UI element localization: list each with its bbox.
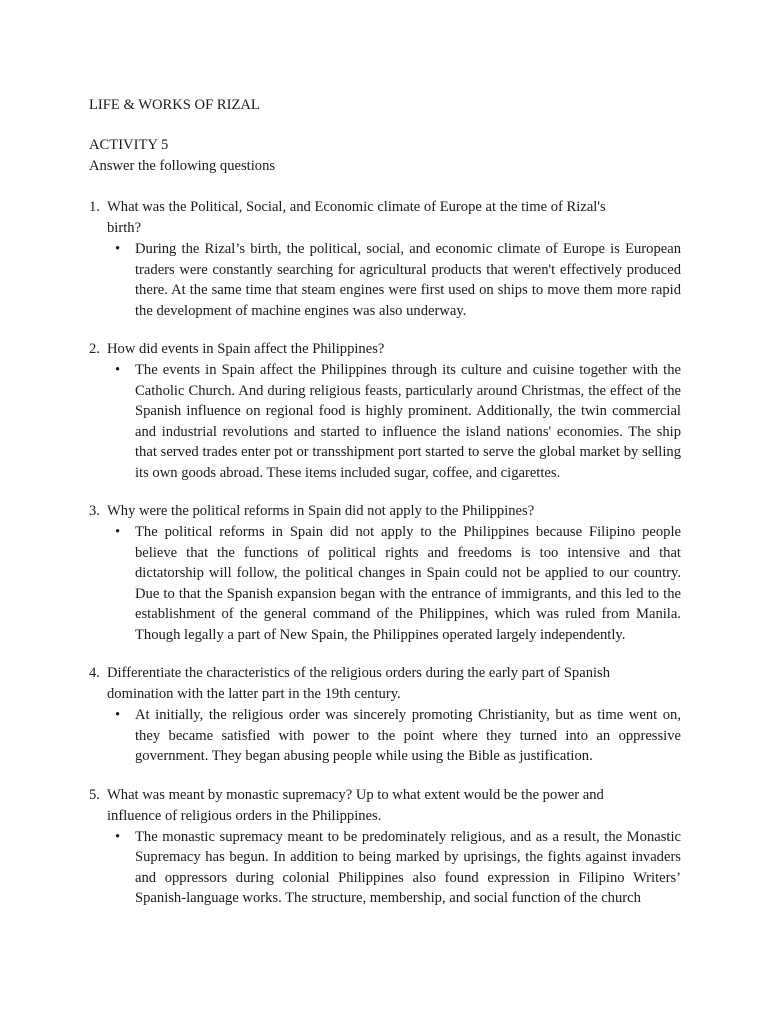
answer-item [107,705,681,767]
question-line [89,501,681,522]
question-text: Why were the political reforms in Spain did not apply to the Philippines? [107,503,535,519]
answer-text: At initially, the religious order was sincerely promoting Christianity, but as time went on, they became satisfied with power to the point where they turned into an oppressive government. They began abusing people while using the Bible as justification. [135,707,681,764]
bullet-icon: • [115,828,121,845]
question-item [89,197,681,321]
document-page [89,95,681,909]
bullet-icon: • [115,707,121,723]
question-item [89,339,681,483]
answer-text: The events in Spain affect the Philippines through its culture and cuisine together with the Catholic Church. And during religious feasts, particularly around Christmas, the effect of the Spanish influence on regional food is highly prominent. Additionally, the twin commercial and industrial revolutions and started to influence the island nations' economies. The ship that served trades enter pot or transshipment port started to serve the global market by selling its own goods abroad. These items included sugar, coffee, and cigarettes. [135,362,681,481]
question-item [89,501,681,645]
answer-item [107,522,681,645]
document-title: LIFE & WORKS OF RIZAL [89,97,260,113]
question-number: 1. [89,199,100,215]
question-text: How did events in Spain affect the Philippines? [107,341,385,357]
answer-item [107,239,681,321]
question-line [89,785,681,827]
question-line [89,663,681,705]
bullet-icon: • [115,524,121,540]
question-number: 5. [89,786,100,803]
question-text: Differentiate the characteristics of the religious orders during the early part of Spanish domination with the latter part in the 19th century. [107,665,611,702]
bullet-icon: • [115,362,121,378]
answer-text: The political reforms in Spain did not apply to the Philippines because Filipino people believe that the functions of political rights and freedoms is too intensive and that dictatorship will follow, the political changes in Spain could not be applied to our country. Due to that the Spanish expansion began with the entrance of immigrants, and this led to the establishment of the general command of the Philippines, which was ruled from Manila. Though legally a part of New Spain, the Philippines operated largely independently. [135,524,681,643]
question-number: 3. [89,503,100,519]
answer-text: The monastic supremacy meant to be predominately religious, and as a result, the Monastic Supremacy has begun. In addition to being marked by uprisings, the fights against invaders and oppressors during colonial Philippines also found expression in Filipino Writers’ Spanish-language works. The structure, membership, and social function of the church [135,828,681,906]
question-text: What was meant by monastic supremacy? Up to what extent would be the power and influence of religious orders in the Philippines. [107,786,604,824]
question-number: 2. [89,341,100,357]
question-number: 4. [89,665,100,681]
answer-text: During the Rizal’s birth, the political, social, and economic climate of Europe is European traders were constantly searching for agricultural products that weren't effectively produced there. At the same time that steam engines were first used on ships to move them more rapid the development of machine engines was also underway. [135,241,681,319]
question-line [89,339,681,360]
answer-item [107,360,681,483]
question-line [89,197,681,239]
question-text: What was the Political, Social, and Economic climate of Europe at the time of Rizal's birth? [107,199,606,236]
question-item [89,785,681,909]
instructions-text: Answer the following questions [89,158,276,174]
answer-item [107,827,681,909]
question-item [89,663,681,767]
activity-heading: ACTIVITY 5 [89,137,169,153]
bullet-icon: • [115,241,121,257]
